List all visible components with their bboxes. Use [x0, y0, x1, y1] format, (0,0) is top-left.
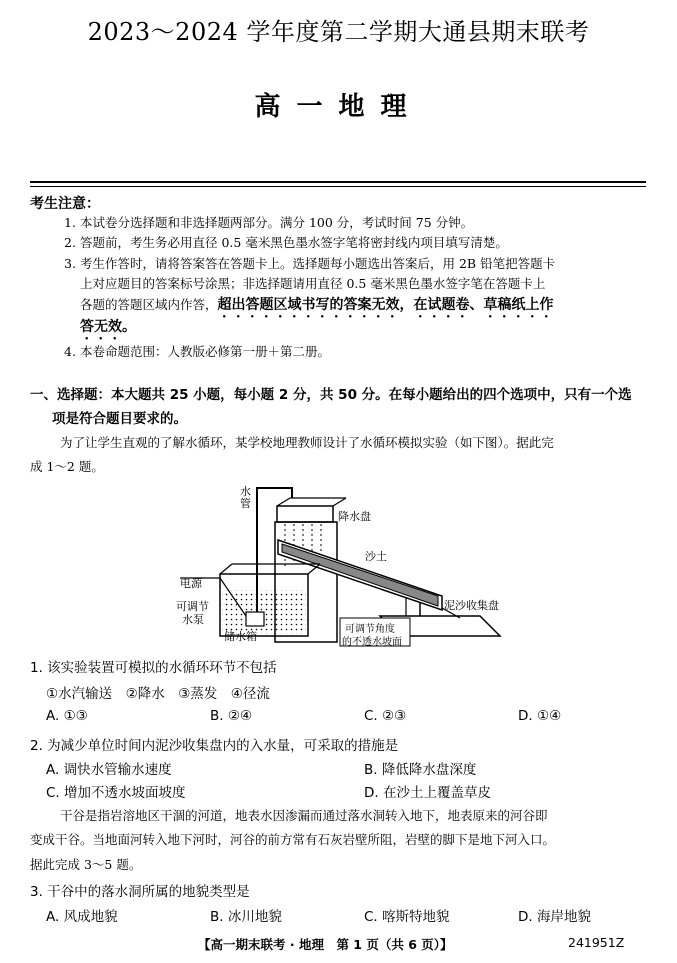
note-text: 答题前，考生务必用直径 0.5 毫米黑色墨水签字笔将密封线内项目填写清楚。: [80, 235, 508, 250]
label-power: 电源: [180, 577, 202, 590]
label-storage-tank: 储水箱: [224, 630, 257, 643]
label-sand: 沙土: [365, 550, 387, 563]
question-1-stem: 1. 该实验装置可模拟的水循环环节不包括: [30, 660, 277, 676]
question-1-option-d[interactable]: D. ①④: [518, 708, 562, 724]
label-pump-line-2: 水泵: [182, 613, 204, 626]
note-number: 3.: [64, 256, 76, 271]
question-1-option-c[interactable]: C. ②③: [364, 708, 407, 724]
note-text: 上对应题目的答案标号涂黑；非选择题请用直径 0.5 毫米黑色墨水签字笔在答题卡上: [80, 276, 546, 291]
footer-page-info: 【高一期末联考 · 地理 第 1 页（共 6 页）】: [198, 937, 453, 952]
rain-tray-shape: [277, 506, 333, 522]
question-3-option-b[interactable]: B. 冰川地貌: [210, 909, 282, 925]
label-mud-tray: 泥沙收集盘: [444, 599, 499, 612]
label-water-pipe: 水管: [240, 485, 251, 510]
note-number: 2.: [64, 235, 76, 250]
question-3-option-d[interactable]: D. 海岸地貌: [518, 909, 591, 925]
intro-paragraph-line-2: 成 1～2 题。: [30, 459, 104, 474]
section-heading: 一、选择题：本大题共 25 小题，每小题 2 分，共 50 分。在每小题给出的四个选项中，只有一个选: [30, 387, 632, 403]
question-2-option-b[interactable]: B. 降低降水盘深度: [364, 762, 477, 778]
notes-heading: 考生注意：: [30, 196, 100, 212]
label-slope-line-2: 的不透水坡面: [342, 637, 402, 648]
question-1-option-b[interactable]: B. ②④: [210, 708, 253, 724]
header-divider-bottom: [30, 186, 646, 187]
label-pump-line-1: 可调节: [176, 600, 209, 613]
question-3-option-a[interactable]: A. 风成地貌: [46, 909, 118, 925]
note-number: 4.: [64, 344, 76, 359]
section-heading-line-2: 项是符合题目要求的。: [52, 411, 187, 427]
question-3-stem: 3. 干谷中的落水洞所属的地貌类型是: [30, 884, 250, 900]
pump-shape: [246, 612, 264, 626]
header-divider-top: [30, 181, 646, 183]
passage-2-line-1: 干谷是指岩溶地区干涸的河道，地表水因渗漏而通过落水洞转入地下，地表原来的河谷即: [60, 808, 548, 823]
note-text: 本卷命题范围：人教版必修第一册＋第二册。: [80, 344, 331, 359]
question-2-option-c[interactable]: C. 增加不透水坡面坡度: [46, 785, 186, 801]
question-3-option-c[interactable]: C. 喀斯特地貌: [364, 909, 450, 925]
note-emphasis: 答无效。: [80, 319, 136, 335]
label-slope-line-1: 可调节角度: [345, 624, 395, 635]
question-2-stem: 2. 为减少单位时间内泥沙收集盘内的入水量，可采取的措施是: [30, 738, 399, 754]
question-2-option-a[interactable]: A. 调快水管输水速度: [46, 762, 172, 778]
exam-subject: 高一地理: [254, 92, 423, 122]
exam-title: 2023～2024 学年度第二学期大通县期末联考: [87, 18, 590, 46]
note-emphasis: 超出答题区域书写的答案无效，在试题卷、草稿纸上作: [217, 297, 554, 313]
water-cycle-experiment-diagram: [170, 478, 510, 650]
note-number: 1.: [64, 215, 76, 230]
question-1-sub: ①水汽输送 ②降水 ③蒸发 ④径流: [46, 686, 270, 702]
question-2-option-d[interactable]: D. 在沙土上覆盖草皮: [364, 785, 491, 801]
passage-2-line-2: 变成干谷。当地面河转入地下河时，河谷的前方常有石灰岩壁所阻，岩壁的脚下是地下河入口。: [30, 832, 556, 847]
footer-code: 241951Z: [568, 935, 625, 950]
label-rain-tray: 降水盘: [338, 510, 371, 523]
passage-2-line-3: 据此完成 3～5 题。: [30, 857, 142, 872]
note-text: 本试卷分选择题和非选择题两部分。满分 100 分，考试时间 75 分钟。: [80, 215, 474, 230]
note-text: [80, 295, 554, 321]
note-text: 考生作答时，请将答案答在答题卡上。选择题每小题选出答案后，用 2B 铅笔把答题卡: [80, 256, 556, 271]
question-1-option-a[interactable]: A. ①③: [46, 708, 88, 724]
intro-paragraph: 为了让学生直观的了解水循环，某学校地理教师设计了水循环模拟实验（如下图）。据此完: [60, 435, 554, 450]
note-text-plain: 各题的答题区域内作答，: [80, 297, 218, 312]
